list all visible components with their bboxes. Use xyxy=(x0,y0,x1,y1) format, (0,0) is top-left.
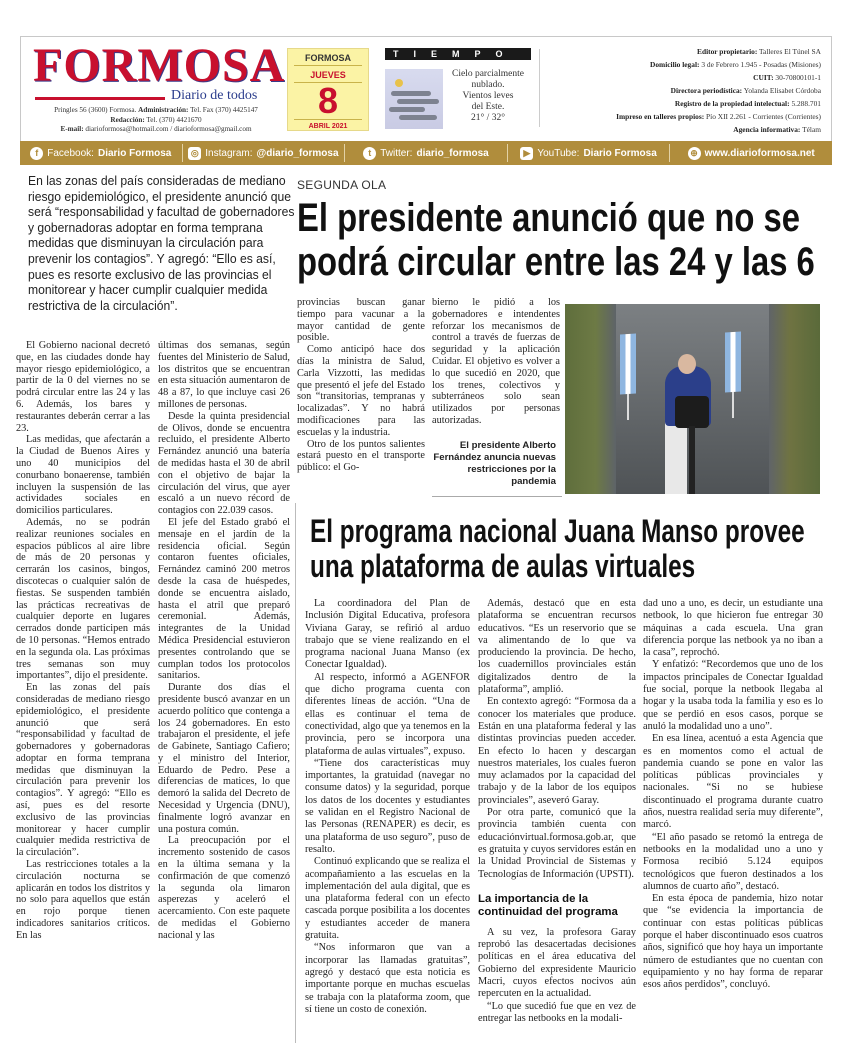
date-weekday: JUEVES xyxy=(294,70,362,83)
weather-line: Cielo parcialmente xyxy=(451,69,524,79)
weather-line: nublado. xyxy=(471,80,505,90)
paragraph: Durante dos días el presidente buscó avanzar en un acuerdo político que contenga a los 24 gobernadores. En esto trabajaron el presidente, el jefe de Gabinete, Santiago Cafiero; y el ministro del Interior, Eduardo de Pedro. Pese a diferencias de matices, lo que demoró la salida del Decreto de Necesidad y Urgencia (DNU), finalmente logró avanzar en una postura común. xyxy=(158,682,290,835)
paragraph: Otro de los puntos salientes estará puesto en el transporte público: el Go- xyxy=(297,438,425,474)
info-value: 3 de Febrero 1.945 - Posadas (Misiones) xyxy=(701,60,821,69)
info-value: Yolanda Elisabet Córdoba xyxy=(743,86,821,95)
paragraph: Además, no se podrán realizar reuniones sociales en espacios públicos al aire libre de más de 20 personas y cerrarán los casinos, bingos, discotecas o cualquier salón de fiestas. Se suspenden también las prácticas recreativas de cualquier deporte en lugares cerrados donde participen más de 10 personas. “Hemos entrado en la segunda ola. Las próximas tres semanas son muy importantes”, dijo el presidente. xyxy=(16,516,150,682)
article-photo xyxy=(565,304,820,494)
info-label: Registro de la propiedad intelectual: xyxy=(674,99,790,108)
paragraph: dad uno a uno, es decir, un estudiante una netbook, lo que hicieron fue entregar 30 máquinas a cada escuela. Una gran diferencia porque las netbook ya no iban a la casa”, reprochó. xyxy=(643,598,823,659)
paragraph: Como anticipó hace dos días la ministra de Salud, Carla Vizzotti, las medidas que presentó el jefe del Estado son “transitorias, tempranas y localizadas”. Y no habrá modificaciones para las escuelas y la industria. xyxy=(297,344,425,438)
social-handle: Diario Formosa xyxy=(583,147,657,159)
paragraph: “Tiene dos características muy importantes, la gratuidad (navegar no consume datos) y la seguridad, porque los datos de los docentes y estudiantes se validan en el Registro Nacional de las Personas (RENAPER) es decir, es una plataforma de uso seguro”, puso de resalto. xyxy=(305,757,470,855)
photo-caption: El presidente Alberto Fernández anuncia nuevas restricciones por la pandemia xyxy=(433,440,556,487)
article-column xyxy=(432,297,560,427)
weather-line: del Este. xyxy=(471,102,505,112)
article-headline: El presidente anunció que no se podrá circular entre las 24 y las 6 xyxy=(297,196,815,284)
info-line xyxy=(521,123,821,136)
social-link-globe[interactable] xyxy=(670,144,832,162)
instagram-icon: ◎ xyxy=(188,147,201,160)
info-label: Impreso en talleres propios: xyxy=(616,112,705,121)
weather-forecast xyxy=(445,69,531,124)
paragraph: Y enfatizó: “Recordemos que uno de los impactos principales de Conectar Igualdad fue social, porque la netbook llegaba al hogar y la usaba toda la familia y eso es lo que se perdió en esos casos, porque se anuló la modalidad uno a uno”. xyxy=(643,659,823,732)
article-column xyxy=(297,297,425,474)
social-link-twitter[interactable] xyxy=(345,144,508,162)
paragraph: últimas dos semanas, según fuentes del Ministerio de Salud, los distritos que se encuentran en esta situación aumentaron de 48 a 87, lo que incluye casi 26 millones de personas. xyxy=(158,340,290,410)
social-link-facebook[interactable] xyxy=(20,144,183,162)
article-column xyxy=(478,598,636,1025)
publisher-info xyxy=(521,45,821,136)
social-label: YouTube: xyxy=(537,147,580,159)
partly-cloudy-icon xyxy=(385,69,443,129)
paragraph: Por otra parte, comunicó que la provincia también cuenta con educaciónvirtual.formosa.gob.ar, que es gratuita y cuyos servidores están en la Unidad Provincial de Sistemas y Tecnologías de Información (UPSTI). xyxy=(478,807,636,880)
info-value: Télam xyxy=(802,125,821,134)
paragraph: “El año pasado se retomó la entrega de netbooks en la modalidad uno a uno y Formosa recibió 5.124 equipos tecnológicos que fueron destinados a los alumnos de cuarto año”, destacó. xyxy=(643,831,823,892)
paragraph: Las medidas, que afectarán a la Ciudad de Buenos Aires y uno 40 municipios del conurbano bonaerense, también incluyen la suspensión de las actividades sociales en domicilios particulares. xyxy=(16,434,150,517)
info-line xyxy=(521,58,821,71)
article-kicker: SEGUNDA OLA xyxy=(297,178,387,192)
info-value: Talleres El Túnel SA xyxy=(759,47,821,56)
info-label: CUIT: xyxy=(753,73,774,82)
twitter-icon: t xyxy=(363,147,376,160)
contact-info xyxy=(31,106,281,135)
info-label: Agencia informativa: xyxy=(733,125,801,134)
paragraph: bierno le pidió a los gobernadores e intendentes reforzar los mecanismos de control a través de fuerzas de seguridad y la aplicación Cuidar. El objetivo es volver a lo que sucedió en 2020, que los trenes, colectivos y subterráneos solo sean utilizados por personas autorizadas. xyxy=(432,297,560,426)
address: Pringles 56 (3600) Formosa. xyxy=(54,106,137,114)
social-handle: diario_formosa xyxy=(416,147,489,159)
article-column xyxy=(643,598,823,992)
info-line xyxy=(521,84,821,97)
paragraph: En las zonas del país consideradas de mediano riesgo epidemiológico, el presidente anunció que será “responsabilidad y facultad de gobernadores y gobernadoras adoptar en forma temprana medidas que disminuyan la circulación para prevenir los contagios”. Y agregó: “Ello es así, pues es del resorte exclusivo de las provincias monitorear y hacer cumplir cualquier medida restrictiva de la circulación”. xyxy=(16,682,150,859)
info-line xyxy=(521,71,821,84)
youtube-icon: ▶ xyxy=(520,147,533,160)
admin-phone: Tel. Fax (370) 4425147 xyxy=(190,106,258,114)
social-link-instagram[interactable] xyxy=(183,144,346,162)
social-label: Twitter: xyxy=(380,147,413,159)
paragraph: En esta época de pandemia, hizo notar que “se evidencia la importancia de continuar con estas políticas públicas porque el haber discontinuado esos cuatros años, significó que hoy haya un importante número de estudiantes que no cuentan con equipamiento y no hay forma de reparar esos años perdidos”, concluyó. xyxy=(643,893,823,991)
newspaper-logo: FORMOSA xyxy=(33,39,286,92)
paragraph: A su vez, la profesora Garay reprobó las desacertadas decisiones políticas en el área educativa del Gobierno del expresidente Mauricio Macri, cuyos efectos nocivos aún repercuten en la actualidad. xyxy=(478,926,636,1000)
article-lead: En las zonas del país consideradas de mediano riesgo epidemiológico, el presidente anunció que será “responsabilidad y facultad de gobernadores y gobernadoras adoptar en forma temprana medidas que disminuyan la circulación para prevenir los contagios”. Y agregó: “Ello es así, pues es resorte exclusivo de las provincias el monitorear y hacer cumplir cualquier medida restrictiva de la circulación”. xyxy=(28,173,295,313)
globe-icon: ⊕ xyxy=(688,147,701,160)
paragraph: El jefe del Estado grabó el mensaje en el jardín de la residencia oficial. Según contaron fuentes oficiales, Fernández caminó 200 metros desde la casa de huéspedes, donde se encuentra aislado, hasta el atril que preparó ceremonial. Además, integrantes de la Unidad Médica Presidencial estuvieron presentes controlando que se cumplan todos los protocolos sanitarios. xyxy=(158,516,290,682)
info-value: Pío XII 2.261 - Corrientes (Corrientes) xyxy=(706,112,821,121)
paragraph: En contexto agregó: “Formosa da a conocer los materiales que produce. Están en una plataforma federal y las distintas provincias pueden acceder. En efecto lo hacen y descargan nuestros materiales, los cuales fueron muy aclamados por la capacidad del trabajo y de la labor de los equipos provinciales”, aseveró Garay. xyxy=(478,696,636,806)
redaccion-phone: Tel. (370) 4421670 xyxy=(146,115,202,124)
paragraph: Al respecto, informó a AGENFOR que dicho programa cuenta con diferentes líneas de acción. “Una de ellas es continuar el tema de conectividad, algo que ya tenemos en la provincia, pero se incorpora una plataforma de aulas virtuales”, expuso. xyxy=(305,671,470,757)
article-column xyxy=(305,598,470,1016)
masthead xyxy=(20,36,832,141)
email-address: diarioformosa@hotmail.com / diarioformosa@gmail.com xyxy=(85,125,252,133)
paragraph: Además, destacó que en esta plataforma se encuentran recursos educativos. “Es un reservorio que se va alimentando de lo que va produciendo la provincia. De hecho, los cuadernillos provinciales están digitalizados dentro de la plataforma”, amplió. xyxy=(478,598,636,696)
info-label: Domicilio legal: xyxy=(650,60,700,69)
facebook-icon: f xyxy=(30,147,43,160)
email-label: E-mail: xyxy=(60,125,84,133)
paragraph: provincias buscan ganar tiempo para vacunar a la mayor cantidad de gente posible. xyxy=(297,297,425,344)
info-label: Editor propietario: xyxy=(697,47,758,56)
subheading: La importancia de la continuidad del programa xyxy=(478,892,618,918)
info-line xyxy=(521,45,821,58)
social-label: Facebook: xyxy=(47,147,94,159)
paragraph: “Lo que sucedió fue que en vez de entregar las netbooks en la modali- xyxy=(478,1000,636,1024)
tagline: Diario de todos xyxy=(171,88,258,103)
date-city: FORMOSA xyxy=(294,53,362,66)
paragraph: En esa línea, acentuó a esta Agencia que es en momentos como el actual de pandemia cuando se pone en valor las políticas públicas provinciales y nacionales. “Si no se hubiese discontinuado el programa durante cuatro años, nuestra realidad sería muy diferente”, marcó. xyxy=(643,733,823,831)
divider xyxy=(295,503,296,1043)
date-month-year: ABRIL 2021 xyxy=(308,123,348,130)
social-handle: www.diarioformosa.net xyxy=(704,147,815,159)
info-value: 30-70800101-1 xyxy=(775,73,821,82)
date-box xyxy=(287,48,369,131)
paragraph: La coordinadora del Plan de Inclusión Digital Educativa, profesora Viviana Garay, se refirió al arduo trabajo que se viene realizando en el programa nacional Juana Manso (ex Conectar Igualdad). xyxy=(305,598,470,671)
redaccion-label: Redacción: xyxy=(110,115,145,124)
paragraph: Desde la quinta presidencial de Olivos, donde se encuentra recluido, el presidente Alberto Fernández anunció una batería de medidas hasta el 30 de abril con el objetivo de bajar la circulación del virus, que ayer escaló a un nuevo récord de contagios con 22.039 casos. xyxy=(158,410,290,517)
social-handle: @diario_formosa xyxy=(256,147,339,159)
social-bar xyxy=(20,141,832,165)
info-line xyxy=(521,110,821,123)
paragraph: Las restricciones totales a la circulación nocturna se aplicarán en todos los distritos y no solo para aquellos que están en rojo porque tienen indicadores sanitarios críticos. En las xyxy=(16,859,150,941)
article-column xyxy=(16,340,150,942)
info-label: Directora periodística: xyxy=(670,86,743,95)
divider xyxy=(432,496,562,497)
social-link-youtube[interactable] xyxy=(508,144,671,162)
logo-underline xyxy=(35,97,165,100)
paragraph: La preocupación por el incremento sostenido de casos en la última semana y la confirmación de que comenzó la segunda ola limaron asperezas y aceleró el acercamiento. Con este paquete de medidas el Gobierno nacional y las xyxy=(158,835,290,941)
article-headline: El programa nacional Juana Manso provee una plataforma de aulas virtuales xyxy=(310,513,805,584)
admin-label: Administración: xyxy=(138,106,189,114)
info-line xyxy=(521,97,821,110)
social-label: Instagram: xyxy=(205,147,253,159)
social-handle: Diario Formosa xyxy=(97,147,172,159)
article-column xyxy=(158,340,290,942)
weather-title: TIEMPO xyxy=(385,48,531,60)
date-day: 8 xyxy=(294,83,362,120)
paragraph: El Gobierno nacional decretó que, en las ciudades donde hay mayor riesgo epidemiológico, a partir de la 0 del viernes no se podrá circular entre las 24 y las 6. Además, los bares y restaurantes deberán cerrar a las 23. xyxy=(16,340,150,434)
paragraph: “Nos informaron que van a incorporar las llamadas gratuitas”, agregó y destacó que esta noticia es importante porque en muchas escuelas se trabaja con la plataforma zoom, que sí tiene un costo de conexión. xyxy=(305,942,470,1015)
info-value: 5.288.701 xyxy=(791,99,821,108)
weather-line: Vientos leves xyxy=(462,91,514,101)
weather-temps: 21° / 32° xyxy=(471,113,505,123)
paragraph: Continuó explicando que se realiza el acompañamiento a las escuelas en la implementación del aula digital, que es una plataforma federal con un efecto cascada porque posibilita a los docentes y estudiantes acceder de manera gratuita. xyxy=(305,856,470,942)
